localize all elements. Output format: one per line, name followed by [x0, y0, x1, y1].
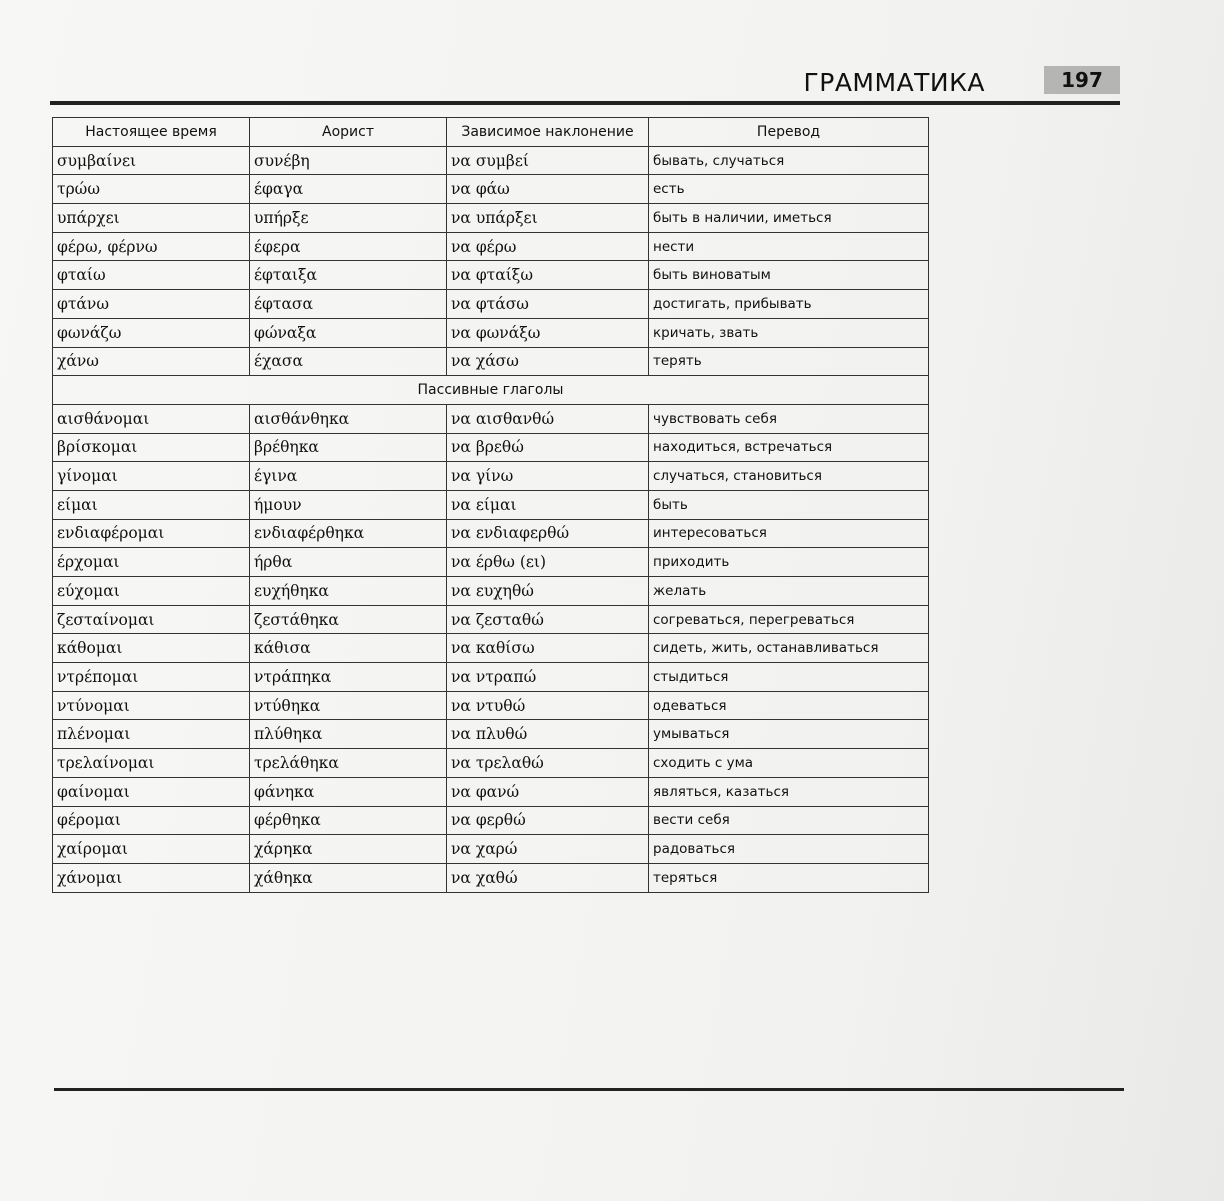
cell-aorist: ήμουν [250, 490, 447, 519]
column-header-translation: Перевод [649, 118, 929, 147]
cell-aorist: υπήρξε [250, 204, 447, 233]
cell-present: χαίρομαι [53, 835, 250, 864]
cell-translation: есть [649, 175, 929, 204]
cell-translation: терять [649, 347, 929, 376]
cell-present: τρελαίνομαι [53, 749, 250, 778]
footer-rule [54, 1088, 1124, 1091]
cell-aorist: έφερα [250, 232, 447, 261]
cell-present: ζεσταίνομαι [53, 605, 250, 634]
cell-present: φέρω, φέρνω [53, 232, 250, 261]
cell-translation: быть виноватым [649, 261, 929, 290]
cell-present: υπάρχει [53, 204, 250, 233]
column-header-aorist: Аорист [250, 118, 447, 147]
cell-subjunctive: να είμαι [447, 490, 649, 519]
cell-subjunctive: να φάω [447, 175, 649, 204]
table-row [53, 777, 929, 806]
cell-subjunctive: να τρελαθώ [447, 749, 649, 778]
cell-present: βρίσκομαι [53, 433, 250, 462]
cell-aorist: τρελάθηκα [250, 749, 447, 778]
cell-translation: стыдиться [649, 663, 929, 692]
cell-subjunctive: να φερθώ [447, 806, 649, 835]
cell-aorist: πλύθηκα [250, 720, 447, 749]
page-number: 197 [1044, 66, 1120, 94]
cell-translation: достигать, прибывать [649, 290, 929, 319]
table-row [53, 749, 929, 778]
cell-present: φωνάζω [53, 318, 250, 347]
table-row [53, 462, 929, 491]
cell-translation: приходить [649, 548, 929, 577]
table-row [53, 232, 929, 261]
cell-present: ντύνομαι [53, 691, 250, 720]
table-row [53, 577, 929, 606]
cell-present: γίνομαι [53, 462, 250, 491]
cell-present: χάνω [53, 347, 250, 376]
cell-present: φτάνω [53, 290, 250, 319]
table-row [53, 404, 929, 433]
cell-subjunctive: να βρεθώ [447, 433, 649, 462]
cell-aorist: έφτασα [250, 290, 447, 319]
cell-translation: теряться [649, 863, 929, 892]
cell-present: συμβαίνει [53, 146, 250, 175]
cell-translation: согреваться, перегреваться [649, 605, 929, 634]
cell-present: φαίνομαι [53, 777, 250, 806]
page-header [50, 60, 1120, 110]
cell-translation: сидеть, жить, останавливаться [649, 634, 929, 663]
cell-present: είμαι [53, 490, 250, 519]
cell-translation: случаться, становиться [649, 462, 929, 491]
table-row [53, 691, 929, 720]
header-rule [50, 101, 1120, 105]
cell-subjunctive: να χάσω [447, 347, 649, 376]
cell-aorist: ευχήθηκα [250, 577, 447, 606]
cell-subjunctive: να υπάρξει [447, 204, 649, 233]
cell-aorist: χάθηκα [250, 863, 447, 892]
cell-present: χάνομαι [53, 863, 250, 892]
section-row [53, 376, 929, 405]
cell-translation: быть в наличии, иметься [649, 204, 929, 233]
table-row [53, 290, 929, 319]
cell-present: φέρομαι [53, 806, 250, 835]
cell-present: τρώω [53, 175, 250, 204]
cell-subjunctive: να γίνω [447, 462, 649, 491]
table-row [53, 146, 929, 175]
table-row [53, 806, 929, 835]
cell-aorist: έφαγα [250, 175, 447, 204]
cell-translation: вести себя [649, 806, 929, 835]
cell-aorist: κάθισα [250, 634, 447, 663]
table-row [53, 261, 929, 290]
cell-subjunctive: να φωνάξω [447, 318, 649, 347]
cell-translation: одеваться [649, 691, 929, 720]
table-row [53, 318, 929, 347]
cell-subjunctive: να φταίξω [447, 261, 649, 290]
cell-translation: желать [649, 577, 929, 606]
cell-translation: сходить с ума [649, 749, 929, 778]
cell-translation: бывать, случаться [649, 146, 929, 175]
cell-aorist: έχασα [250, 347, 447, 376]
cell-translation: являться, казаться [649, 777, 929, 806]
table-row [53, 605, 929, 634]
cell-subjunctive: να έρθω (ει) [447, 548, 649, 577]
cell-aorist: ντράπηκα [250, 663, 447, 692]
section-title: ГРАММАТИКА [803, 68, 985, 97]
cell-translation: умываться [649, 720, 929, 749]
cell-aorist: συνέβη [250, 146, 447, 175]
table-row [53, 548, 929, 577]
cell-present: πλένομαι [53, 720, 250, 749]
cell-aorist: ντύθηκα [250, 691, 447, 720]
cell-subjunctive: να πλυθώ [447, 720, 649, 749]
cell-aorist: φώναξα [250, 318, 447, 347]
cell-subjunctive: να ντραπώ [447, 663, 649, 692]
table-row [53, 519, 929, 548]
table-row [53, 490, 929, 519]
table-row [53, 347, 929, 376]
cell-translation: чувствовать себя [649, 404, 929, 433]
cell-aorist: έφταιξα [250, 261, 447, 290]
table-row [53, 634, 929, 663]
cell-subjunctive: να ενδιαφερθώ [447, 519, 649, 548]
cell-present: κάθομαι [53, 634, 250, 663]
cell-aorist: ήρθα [250, 548, 447, 577]
cell-subjunctive: να φανώ [447, 777, 649, 806]
cell-subjunctive: να χαθώ [447, 863, 649, 892]
cell-subjunctive: να χαρώ [447, 835, 649, 864]
column-header-subjunctive: Зависимое наклонение [447, 118, 649, 147]
cell-translation: интересоваться [649, 519, 929, 548]
cell-translation: кричать, звать [649, 318, 929, 347]
passive-section-label: Пассивные глаголы [53, 376, 929, 405]
cell-present: εύχομαι [53, 577, 250, 606]
cell-aorist: βρέθηκα [250, 433, 447, 462]
cell-subjunctive: να ζεσταθώ [447, 605, 649, 634]
cell-aorist: φέρθηκα [250, 806, 447, 835]
cell-subjunctive: να ντυθώ [447, 691, 649, 720]
table-row [53, 433, 929, 462]
table-header-row [53, 118, 929, 147]
cell-aorist: αισθάνθηκα [250, 404, 447, 433]
table-row [53, 175, 929, 204]
cell-aorist: έγινα [250, 462, 447, 491]
cell-translation: нести [649, 232, 929, 261]
cell-aorist: ζεστάθηκα [250, 605, 447, 634]
cell-subjunctive: να ευχηθώ [447, 577, 649, 606]
cell-subjunctive: να καθίσω [447, 634, 649, 663]
cell-present: αισθάνομαι [53, 404, 250, 433]
table-row [53, 204, 929, 233]
cell-subjunctive: να συμβεί [447, 146, 649, 175]
column-header-present: Настоящее время [53, 118, 250, 147]
cell-present: ενδιαφέρομαι [53, 519, 250, 548]
table-row [53, 720, 929, 749]
cell-translation: находиться, встречаться [649, 433, 929, 462]
cell-translation: радоваться [649, 835, 929, 864]
verb-forms-table [52, 117, 929, 893]
cell-aorist: ενδιαφέρθηκα [250, 519, 447, 548]
cell-subjunctive: να φέρω [447, 232, 649, 261]
table-row [53, 663, 929, 692]
table-row [53, 863, 929, 892]
table-row [53, 835, 929, 864]
cell-present: ντρέπομαι [53, 663, 250, 692]
cell-subjunctive: να αισθανθώ [447, 404, 649, 433]
cell-present: έρχομαι [53, 548, 250, 577]
cell-translation: быть [649, 490, 929, 519]
cell-present: φταίω [53, 261, 250, 290]
cell-aorist: φάνηκα [250, 777, 447, 806]
cell-aorist: χάρηκα [250, 835, 447, 864]
table-body [53, 146, 929, 892]
cell-subjunctive: να φτάσω [447, 290, 649, 319]
